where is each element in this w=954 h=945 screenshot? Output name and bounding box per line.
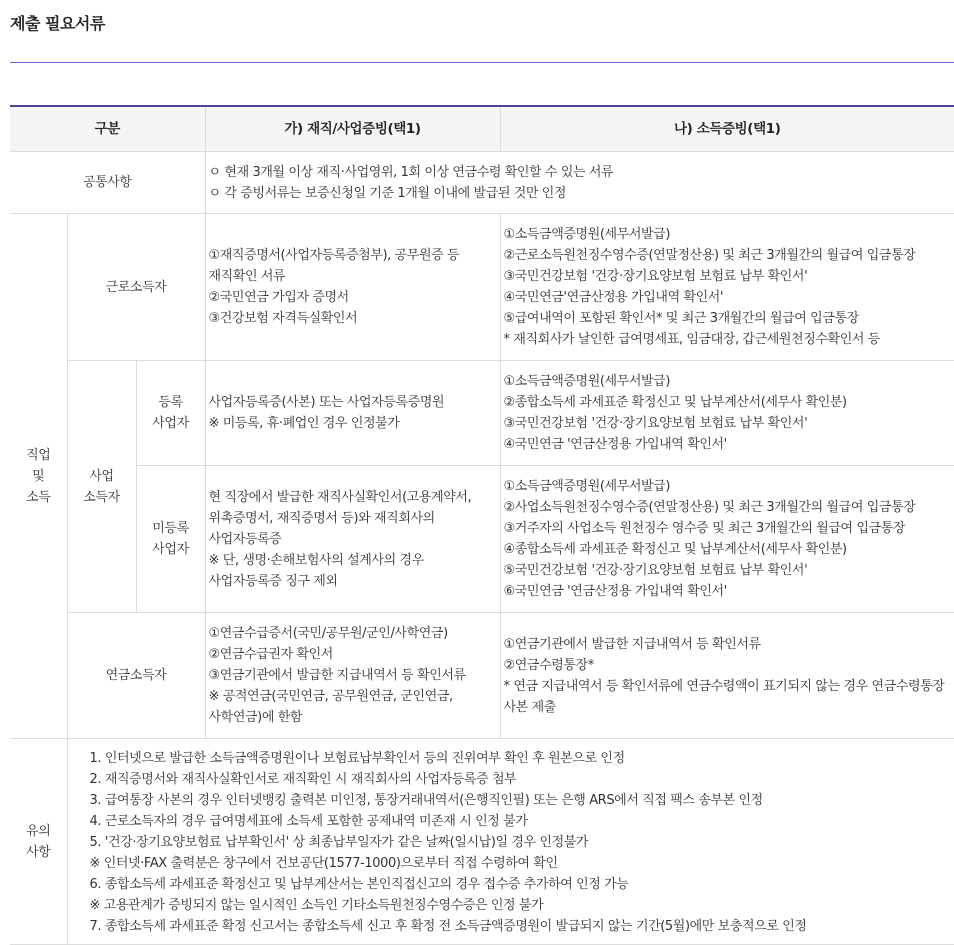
table-header-row [10,106,954,152]
unregistered-label-line: 미등록 [137,518,205,539]
registered-label-line: 등록 [137,392,205,413]
proof-line: 사업자등록증(사본) 또는 사업자등록증명원 [209,392,496,413]
notes-label-line: 사항 [10,842,67,863]
unregistered-proof [205,466,500,613]
note-line: 1. 인터넷으로 발급한 소득금액증명원이나 보험료납부확인서 등의 진위여부 확인 후 원본으로 인정 [90,748,954,769]
registered-income [500,361,954,466]
page-title: 제출 필요서류 [10,11,105,34]
income-line: ③국민건강보험 '건강·장기요양보험 보험료 납부 확인서' [504,413,951,434]
job-income-label-line: 및 [10,466,67,487]
proof-line: ①연금수급증서(국민/공무원/군인/사학연금) [209,623,496,644]
registered-proof [205,361,500,466]
income-line: ③국민건강보험 '건강·장기요양보험 보험료 납부 확인서' [504,266,951,287]
proof-line: ②국민연금 가입자 증명서 [209,287,496,308]
table-row-common [10,152,954,214]
proof-line: ※ 단, 생명·손해보험사의 설계사의 경우 [209,550,496,571]
table-row-unregistered [10,466,954,613]
note-line: 2. 재직증명서와 재직사실확인서로 재직확인 시 재직회사의 사업자등록증 첨부 [90,769,954,790]
proof-line: ②연금수급권자 확인서 [209,644,496,665]
note-line: ※ 고용관계가 증빙되지 않는 일시적인 소득인 기타소득원천징수영수증은 인정 불가 [90,895,954,916]
table-row-wage [10,214,954,361]
required-documents-table [10,105,954,945]
proof-line: ③건강보험 자격득실확인서 [209,308,496,329]
header-income-proof: 나) 소득증빙(택1) [500,106,954,152]
title-divider [10,62,954,63]
unregistered-label [136,466,205,613]
note-line: 6. 종합소득세 과세표준 확정신고 및 납부계산서는 본인직접신고의 경우 접수증 추가하여 인정 가능 [90,874,954,895]
business-label [67,361,136,613]
income-line: ①연금기관에서 발급한 지급내역서 등 확인서류 [504,634,951,655]
business-label-line: 소득자 [68,487,136,508]
business-label-line: 사업 [68,466,136,487]
wage-label: 근로소득자 [67,214,205,361]
registered-label [136,361,205,466]
note-line: 4. 근로소득자의 경우 급여명세표에 소득세 포함한 공제내역 미존재 시 인정 불가 [90,811,954,832]
pension-proof [205,613,500,739]
income-line: ⑤급여내역이 포함된 확인서* 및 최근 3개월간의 월급여 입금통장 [504,308,951,329]
pension-label: 연금소득자 [67,613,205,739]
income-line: ①소득금액증명원(세무서발급) [504,224,951,245]
proof-line: 사업자등록증 [209,529,496,550]
proof-line: ③연금기관에서 발급한 지급내역서 등 확인서류 [209,665,496,686]
notes-label-line: 유의 [10,821,67,842]
table-row-registered [10,361,954,466]
note-line: 3. 급여통장 사본의 경우 인터넷뱅킹 출력본 미인정, 통장거래내역서(은행직인필) 또는 은행 ARS에서 직접 팩스 송부본 인정 [90,790,954,811]
wage-income [500,214,954,361]
notes-content [67,739,954,945]
common-label: 공통사항 [10,152,205,214]
notes-label [10,739,67,945]
job-income-label [10,214,67,739]
unregistered-label-line: 사업자 [137,539,205,560]
note-line: 7. 종합소득세 과세표준 확정 신고서는 종합소득세 신고 후 확정 전 소득금액증명원이 발급되지 않는 기간(5월)에만 보충적으로 인정 [90,916,954,937]
income-line: ③거주자의 사업소득 원천징수 영수증 및 최근 3개월간의 월급여 입금통장 [504,518,951,539]
income-line: ⑤국민건강보험 '건강·장기요양보험 보험료 납부 확인서' [504,560,951,581]
income-line: 사본 제출 [504,697,951,718]
proof-line: 현 직장에서 발급한 재직사실확인서(고용계약서, [209,487,496,508]
wage-proof [205,214,500,361]
note-line: 5. '건강·장기요양보험료 납부확인서' 상 최종납부일자가 같은 날짜(일시납)일 경우 인정불가 [90,832,954,853]
proof-line: ※ 미등록, 휴·폐업인 경우 인정불가 [209,413,496,434]
proof-line: 사학연금)에 한함 [209,707,496,728]
common-line: ㅇ 각 증빙서류는 보증신청일 기준 1개월 이내에 발급된 것만 인정 [209,183,951,204]
table-row-notes [10,739,954,945]
registered-label-line: 사업자 [137,413,205,434]
job-income-label-line: 소득 [10,487,67,508]
common-content [205,152,954,214]
proof-line: 위촉증명서, 재직증명서 등)와 재직회사의 [209,508,496,529]
proof-line: ①재직증명서(사업자등록증첨부), 공무원증 등 [209,245,496,266]
income-line: ②사업소득원천징수영수증(연말정산용) 및 최근 3개월간의 월급여 입금통장 [504,497,951,518]
table-row-pension [10,613,954,739]
proof-line: 재직확인 서류 [209,266,496,287]
income-line: * 재직회사가 날인한 급여명세표, 임금대장, 갑근세원천징수확인서 등 [504,329,951,350]
job-income-label-line: 직업 [10,445,67,466]
income-line: ②종합소득세 과세표준 확정신고 및 납부계산서(세무사 확인분) [504,392,951,413]
common-line: ㅇ 현재 3개월 이상 재직·사업영위, 1회 이상 연금수령 확인할 수 있는 서류 [209,162,951,183]
unregistered-income [500,466,954,613]
pension-income [500,613,954,739]
proof-line: ※ 공적연금(국민연금, 공무원연금, 군인연금, [209,686,496,707]
income-line: * 연금 지급내역서 등 확인서류에 연금수령액이 표기되지 않는 경우 연금수령통장 [504,676,951,697]
proof-line: 사업자등록증 징구 제외 [209,571,496,592]
income-line: ①소득금액증명원(세무서발급) [504,476,951,497]
header-employment-proof: 가) 재직/사업증빙(택1) [205,106,500,152]
income-line: ①소득금액증명원(세무서발급) [504,371,951,392]
income-line: ④국민연금'연금산정용 가입내역 확인서' [504,287,951,308]
header-category: 구분 [10,106,205,152]
income-line: ②연금수령통장* [504,655,951,676]
note-line: ※ 인터넷·FAX 출력분은 창구에서 건보공단(1577-1000)으로부터 직접 수령하여 확인 [90,853,954,874]
income-line: ④종합소득세 과세표준 확정신고 및 납부계산서(세무사 확인분) [504,539,951,560]
income-line: ⑥국민연금 '연금산정용 가입내역 확인서' [504,581,951,602]
income-line: ④국민연금 '연금산정용 가입내역 확인서' [504,434,951,455]
income-line: ②근로소득원천징수영수증(연말정산용) 및 최근 3개월간의 월급여 입금통장 [504,245,951,266]
